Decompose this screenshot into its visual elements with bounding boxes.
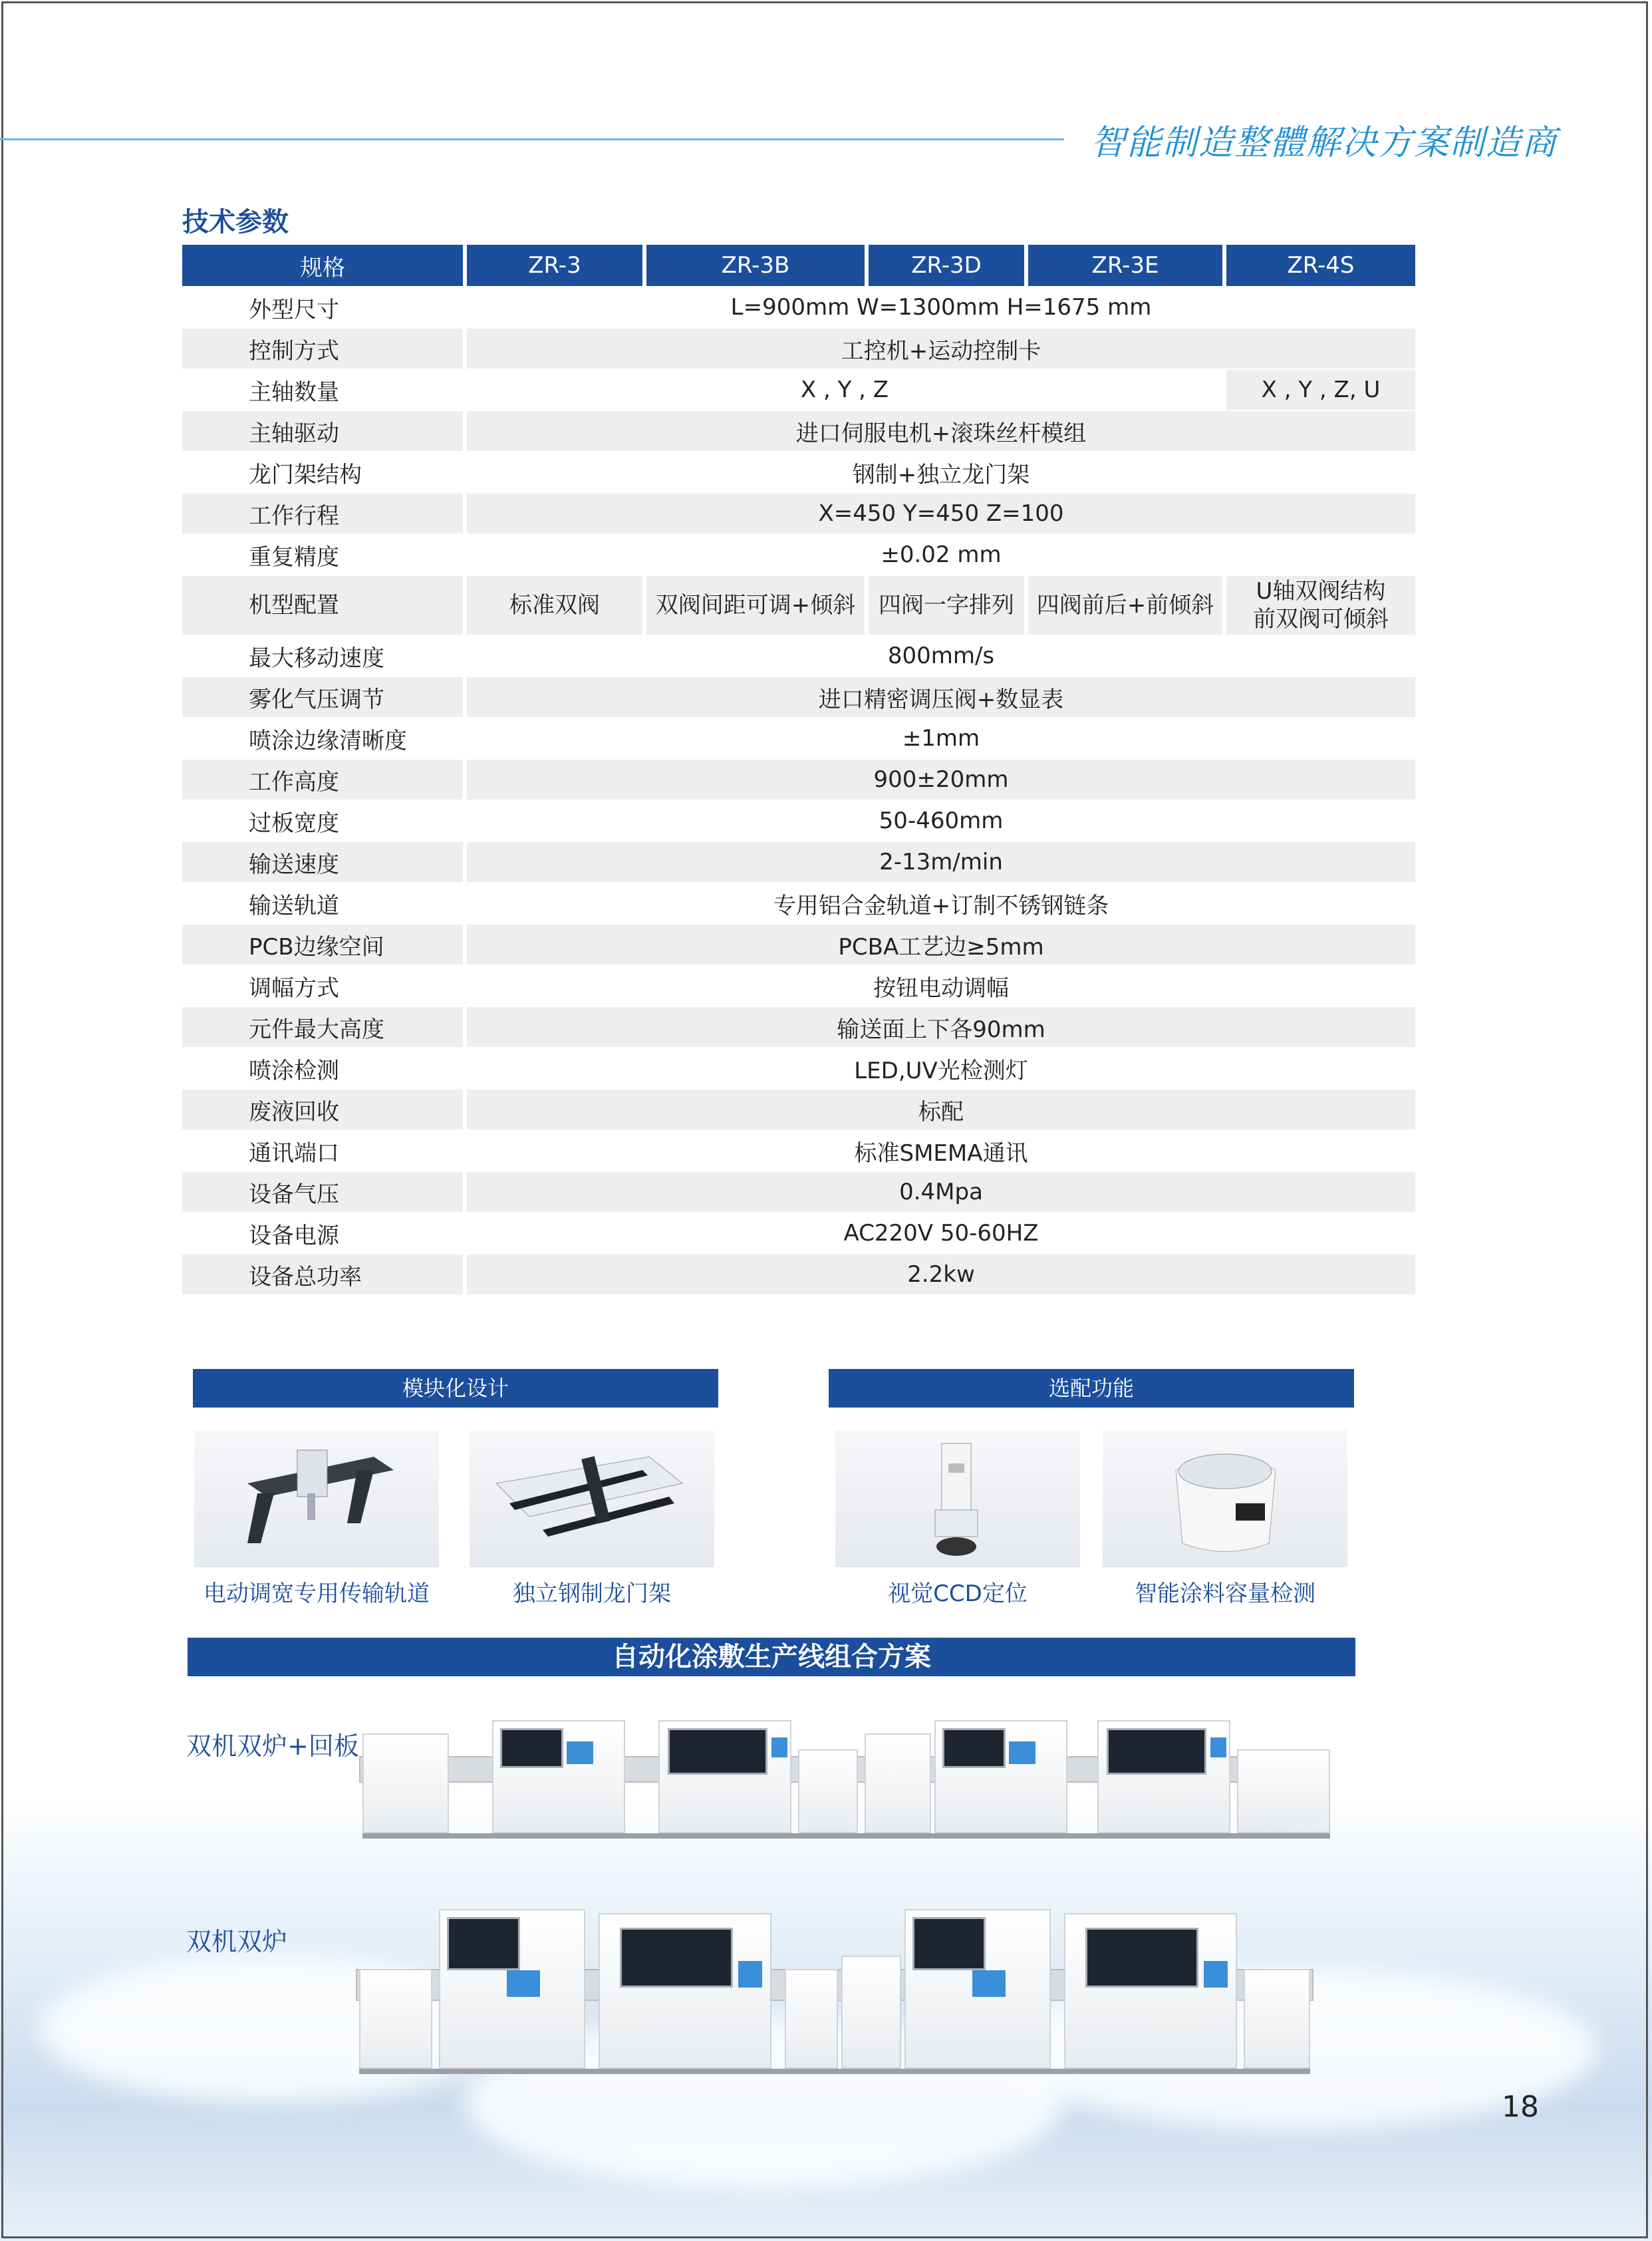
row-label: 龙门架结构 (249, 461, 362, 488)
row-label: 设备总功率 (182, 1255, 463, 1294)
row-value: 标配 (467, 1090, 1415, 1129)
gantry-icon (470, 1430, 714, 1567)
table-row (182, 370, 1415, 410)
table-row (182, 576, 1415, 635)
page-number: 18 (1502, 2090, 1539, 2124)
row-label: 喷涂检测 (249, 1057, 339, 1084)
row-value: AC220V 50-60HZ (843, 1220, 1039, 1247)
row-label: 喷涂边缘清晰度 (249, 727, 407, 754)
line2-label: 双机双炉 (186, 1927, 288, 1956)
rail-thumbnail (194, 1430, 439, 1567)
table-row (182, 636, 1415, 676)
config-zr-4s-line2: 前双阀可倾斜 (1253, 606, 1389, 633)
production-line-banner: 自动化涂敷生产线组合方案 (188, 1638, 1355, 1676)
row-label: 废液回收 (182, 1090, 463, 1129)
table-row (182, 1090, 1415, 1129)
row-value: L=900mm W=1300mm H=1675 mm (730, 294, 1152, 321)
ccd-thumbnail (835, 1430, 1080, 1567)
table-row (182, 718, 1415, 758)
table-row (182, 287, 1415, 327)
spec-table (178, 243, 1419, 1296)
row-label: 外型尺寸 (249, 296, 339, 323)
table-row (182, 1007, 1415, 1047)
config-zr-4s (1226, 576, 1415, 635)
row-label: 设备电源 (249, 1222, 339, 1249)
row-label: PCB边缘空间 (182, 925, 463, 965)
config-zr-3: 标准双阀 (467, 576, 642, 635)
row-value-zr4s: X , Y , Z, U (1226, 370, 1415, 410)
machine-unit (1064, 1913, 1237, 2069)
row-label: 元件最大高度 (182, 1007, 463, 1047)
caption-ccd: 视觉CCD定位 (888, 1580, 1028, 1607)
row-value: 2-13m/min (467, 842, 1415, 882)
row-value: PCBA工艺边≥5mm (467, 925, 1415, 965)
header-rule (0, 138, 1064, 140)
row-label: 主轴驱动 (182, 411, 463, 451)
header-zr-3d: ZR-3D (869, 245, 1024, 286)
table-row (182, 883, 1415, 923)
table-row (182, 925, 1415, 965)
config-zr-4s-line1: U轴双阀结构 (1256, 578, 1386, 605)
row-value: 进口精密调压阀+数显表 (467, 677, 1415, 717)
config-zr-3e: 四阀前后+前倾斜 (1028, 576, 1222, 635)
table-row (182, 494, 1415, 533)
machine-unit (865, 1733, 931, 1833)
table-row (182, 1048, 1415, 1088)
table-row (182, 1213, 1415, 1253)
row-label: 重复精度 (249, 543, 339, 571)
machine-unit (1097, 1720, 1230, 1833)
spec-section-title: 技术参数 (182, 207, 289, 237)
row-value: 标准SMEMA通讯 (854, 1139, 1028, 1167)
header-title: 智能制造整體解决方案制造商 (1090, 123, 1558, 163)
table-row (182, 1255, 1415, 1294)
row-value: 900±20mm (467, 760, 1415, 800)
row-value: 2.2kw (467, 1255, 1415, 1294)
header-zr-3: ZR-3 (467, 245, 642, 286)
table-row (182, 966, 1415, 1006)
tank-icon (1103, 1430, 1347, 1567)
row-value: 50-460mm (879, 808, 1004, 834)
row-label: 过板宽度 (249, 810, 339, 837)
table-row (182, 411, 1415, 451)
table-row (182, 842, 1415, 882)
row-value: 工控机+运动控制卡 (467, 329, 1415, 369)
table-row (182, 760, 1415, 800)
machine-unit (785, 1969, 838, 2069)
row-value: LED,UV光检测灯 (854, 1057, 1028, 1084)
table-row (182, 1172, 1415, 1212)
machine-unit (599, 1913, 771, 2069)
row-value: 输送面上下各90mm (467, 1007, 1415, 1047)
row-label: 雾化气压调节 (182, 677, 463, 717)
row-label: 机型配置 (182, 576, 463, 635)
row-value: 钢制+独立龙门架 (852, 461, 1030, 488)
machine-unit (359, 1969, 432, 2069)
machine-unit (934, 1720, 1067, 1833)
row-label: 主轴数量 (249, 378, 339, 406)
machine-unit (658, 1720, 791, 1833)
caption-rail: 电动调宽专用传输轨道 (204, 1580, 430, 1607)
row-value: 0.4Mpa (467, 1172, 1415, 1212)
caption-gantry: 独立钢制龙门架 (513, 1580, 671, 1607)
row-value: X , Y , Z (800, 376, 889, 403)
row-label: 输送速度 (182, 842, 463, 882)
config-zr-3d: 四阀一字排列 (869, 576, 1024, 635)
table-row (182, 452, 1415, 492)
header-zr-3b: ZR-3B (646, 245, 865, 286)
row-label: 工作行程 (182, 494, 463, 533)
table-row (182, 329, 1415, 369)
table-row (182, 801, 1415, 841)
row-value: ±1mm (902, 725, 980, 752)
row-label: 工作高度 (182, 760, 463, 800)
tank-thumbnail (1103, 1430, 1347, 1567)
row-value: ±0.02 mm (881, 541, 1002, 568)
spec-header-row (182, 245, 1415, 286)
camera-icon (835, 1430, 1080, 1567)
table-row (182, 1131, 1415, 1171)
gantry-thumbnail (470, 1430, 714, 1567)
machine-unit (798, 1749, 858, 1833)
config-zr-3b: 双阀间距可调+倾斜 (646, 576, 865, 635)
machine-unit (362, 1733, 449, 1833)
table-row (182, 677, 1415, 717)
machine-unit (1237, 1749, 1330, 1833)
row-label: 输送轨道 (249, 892, 339, 919)
row-label: 控制方式 (182, 329, 463, 369)
row-value: 800mm/s (887, 643, 995, 669)
machine-unit (492, 1720, 625, 1833)
caption-tank: 智能涂料容量检测 (1135, 1580, 1315, 1607)
rail-icon (194, 1430, 439, 1567)
row-value: 专用铝合金轨道+订制不锈钢链条 (773, 892, 1109, 919)
row-label: 设备气压 (182, 1172, 463, 1212)
line1-label: 双机双炉+回板 (186, 1731, 359, 1761)
modular-design-heading: 模块化设计 (193, 1369, 718, 1408)
row-label: 通讯端口 (249, 1139, 339, 1167)
row-value: X=450 Y=450 Z=100 (467, 494, 1415, 533)
row-label: 最大移动速度 (249, 645, 384, 672)
machine-unit (841, 1956, 901, 2069)
header-spec: 规格 (182, 245, 463, 286)
machine-unit (439, 1909, 585, 2069)
row-value: 进口伺服电机+滚珠丝杆模组 (467, 411, 1415, 451)
header-zr-3e: ZR-3E (1028, 245, 1222, 286)
row-value: 按钮电动调幅 (873, 974, 1009, 1002)
row-label: 调幅方式 (249, 974, 339, 1002)
machine-unit (1244, 1969, 1310, 2069)
table-row (182, 535, 1415, 575)
machine-unit (904, 1909, 1051, 2069)
optional-features-heading: 选配功能 (829, 1369, 1354, 1408)
header-zr-4s: ZR-4S (1226, 245, 1415, 286)
